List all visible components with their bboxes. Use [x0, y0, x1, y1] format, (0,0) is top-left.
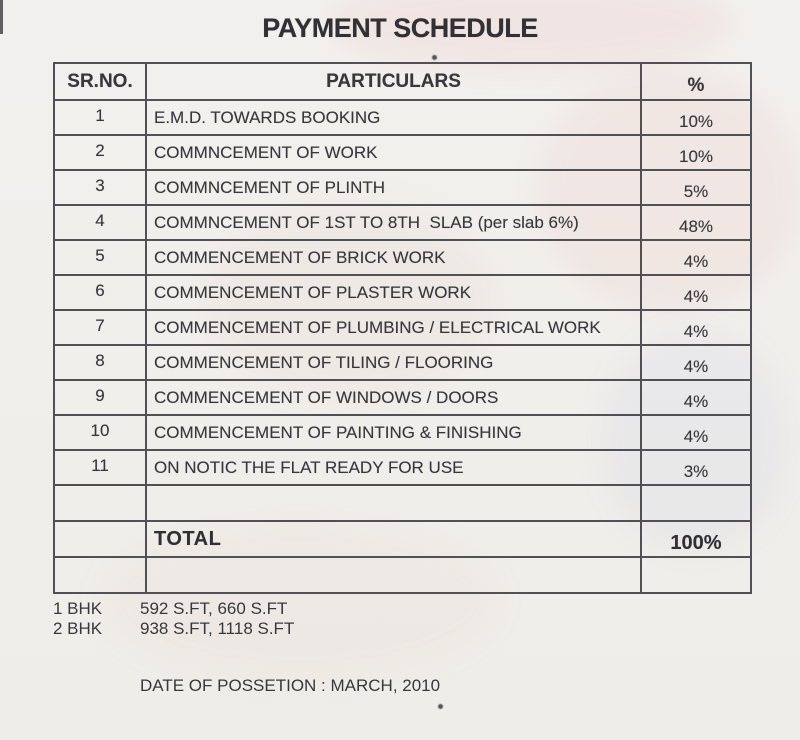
sr-cell: 11	[54, 450, 146, 485]
scan-dot-artifact	[438, 704, 443, 709]
unit-type-label: 2 BHK	[53, 619, 103, 638]
percent-cell: 5%	[641, 170, 751, 205]
sr-cell: 6	[54, 275, 146, 310]
empty-row	[54, 485, 751, 521]
table-row	[54, 275, 751, 310]
total-row	[54, 521, 751, 557]
percent-cell: 4%	[641, 380, 751, 415]
unit-areas-1bhk	[53, 599, 287, 619]
sr-cell: 4	[54, 205, 146, 240]
table-row	[54, 310, 751, 345]
percent-cell: 10%	[641, 100, 751, 135]
particulars-cell: COMMNCEMENT OF WORK	[146, 135, 641, 170]
header-percent: %	[641, 63, 751, 100]
empty-row	[54, 557, 751, 593]
sr-cell: 8	[54, 345, 146, 380]
table-row	[54, 240, 751, 275]
sr-cell: 5	[54, 240, 146, 275]
unit-areas-2bhk	[53, 619, 294, 639]
table-row	[54, 380, 751, 415]
percent-cell: 4%	[641, 275, 751, 310]
particulars-cell: COMMNCEMENT OF PLINTH	[146, 170, 641, 205]
possession-date-line: DATE OF POSSETION : MARCH, 2010	[140, 676, 441, 695]
unit-type-label: 1 BHK	[53, 599, 103, 618]
table-row	[54, 100, 751, 135]
table-row	[54, 450, 751, 485]
percent-cell: 4%	[641, 345, 751, 380]
percent-cell: 10%	[641, 135, 751, 170]
table-row	[54, 415, 751, 450]
particulars-cell: COMMENCEMENT OF BRICK WORK	[146, 240, 641, 275]
table-row	[54, 135, 751, 170]
particulars-cell: E.M.D. TOWARDS BOOKING	[146, 100, 641, 135]
sr-cell: 3	[54, 170, 146, 205]
page-title: PAYMENT SCHEDULE	[262, 13, 538, 43]
sr-cell: 7	[54, 310, 146, 345]
particulars-cell: COMMENCEMENT OF WINDOWS / DOORS	[146, 380, 641, 415]
header-sr-no: SR.NO.	[54, 63, 146, 100]
unit-areas-value: 938 S.FT, 1118 S.FT	[140, 619, 295, 638]
particulars-cell: COMMENCEMENT OF PLUMBING / ELECTRICAL WORK	[146, 310, 641, 345]
sr-cell: 1	[54, 100, 146, 135]
payment-schedule-table	[53, 62, 752, 594]
sr-cell: 2	[54, 135, 146, 170]
scan-dot-artifact	[432, 55, 437, 60]
percent-cell: 4%	[641, 310, 751, 345]
sr-cell: 10	[54, 415, 146, 450]
sr-cell: 9	[54, 380, 146, 415]
particulars-cell: COMMNCEMENT OF 1ST TO 8TH SLAB (per slab 6%)	[146, 205, 641, 240]
particulars-cell: COMMENCEMENT OF TILING / FLOORING	[146, 345, 641, 380]
percent-cell: 48%	[641, 205, 751, 240]
percent-cell: 3%	[641, 450, 751, 485]
table-row	[54, 205, 751, 240]
particulars-cell: COMMENCEMENT OF PAINTING & FINISHING	[146, 415, 641, 450]
table-row	[54, 170, 751, 205]
table-header-row	[54, 63, 751, 100]
percent-cell: 4%	[641, 415, 751, 450]
total-percent: 100%	[641, 521, 751, 557]
particulars-cell: COMMENCEMENT OF PLASTER WORK	[146, 275, 641, 310]
total-label: TOTAL	[146, 521, 641, 557]
table-row	[54, 345, 751, 380]
unit-areas-value: 592 S.FT, 660 S.FT	[140, 599, 288, 618]
header-particulars: PARTICULARS	[146, 63, 641, 100]
percent-cell: 4%	[641, 240, 751, 275]
particulars-cell: ON NOTIC THE FLAT READY FOR USE	[146, 450, 641, 485]
